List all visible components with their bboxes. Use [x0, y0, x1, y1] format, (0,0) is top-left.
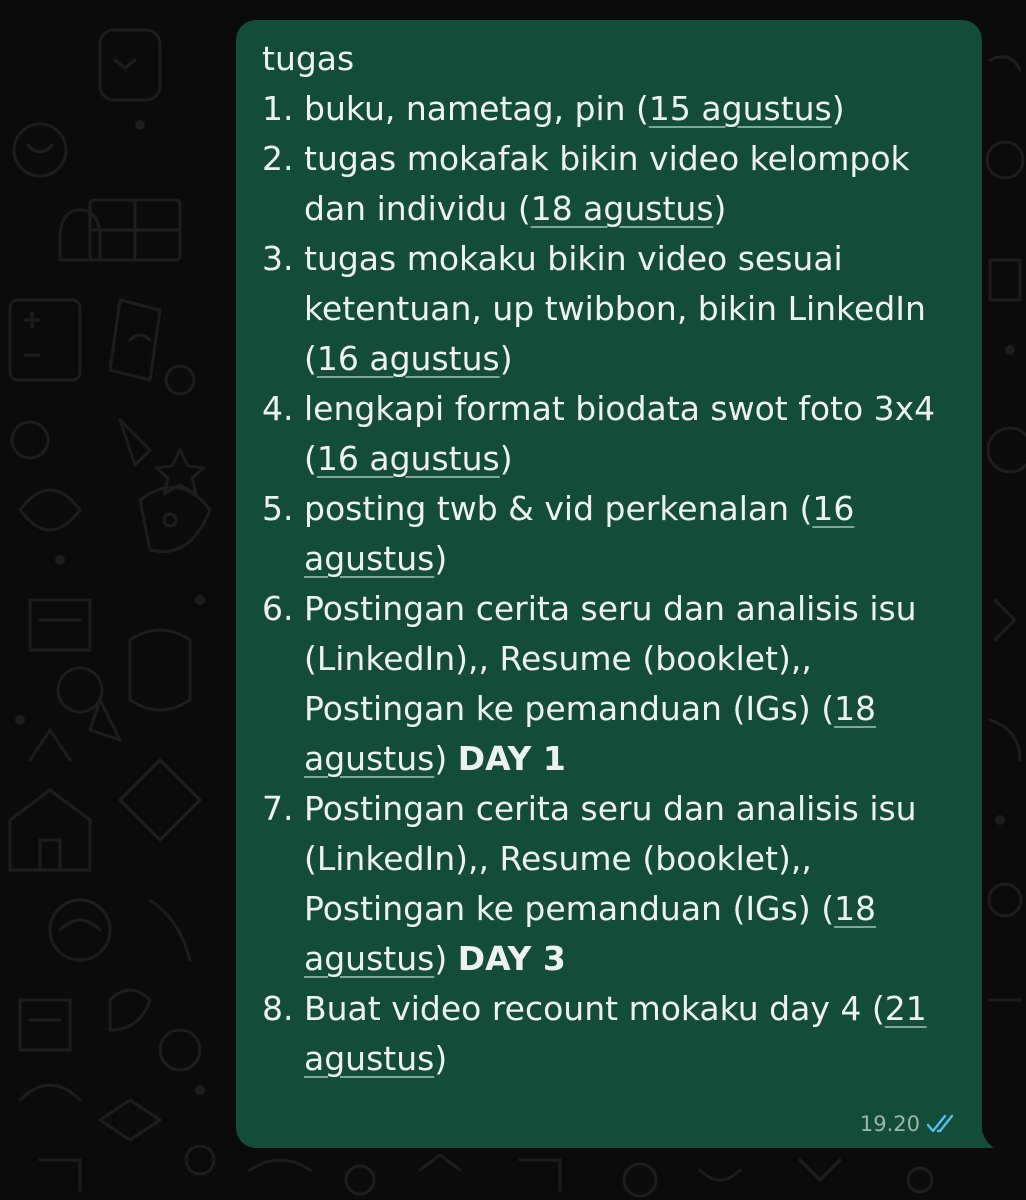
text-segment: Postingan ke pemanduan (IGs) (: [304, 889, 835, 928]
text-segment: Buat video recount mokaku day 4 (: [304, 989, 885, 1028]
day-tag: DAY 3: [457, 939, 566, 978]
date-link[interactable]: 16 agustus: [316, 339, 500, 378]
task-item: [262, 484, 954, 584]
task-list: [262, 84, 954, 1084]
task-item: [262, 984, 954, 1084]
date-link[interactable]: agustus: [304, 739, 435, 778]
text-segment: ): [713, 189, 727, 228]
date-link[interactable]: 18: [834, 889, 877, 928]
date-link[interactable]: 18: [834, 689, 877, 728]
text-segment: dan individu (: [304, 189, 531, 228]
task-text: [304, 484, 954, 584]
text-segment: (LinkedIn),, Resume (booklet),,: [304, 639, 812, 678]
double-check-read-icon: [926, 1114, 958, 1134]
message-timestamp: 19.20: [859, 1112, 920, 1136]
message-title: tugas: [262, 39, 355, 78]
text-segment: buku, nametag, pin (: [304, 89, 649, 128]
task-item: [262, 234, 954, 384]
task-text: [304, 784, 954, 984]
task-text-line: [304, 884, 954, 934]
task-text: [304, 584, 954, 784]
date-link[interactable]: 16: [812, 489, 855, 528]
text-segment: (: [304, 439, 317, 478]
text-segment: ): [434, 739, 458, 778]
task-text-line: [304, 84, 954, 134]
task-text: [304, 134, 954, 234]
text-segment: ketentuan, up twibbon, bikin LinkedIn: [304, 289, 926, 328]
date-link[interactable]: agustus: [304, 939, 435, 978]
task-text: [304, 384, 954, 484]
text-segment: ): [831, 89, 845, 128]
text-segment: tugas mokaku bikin video sesuai: [304, 239, 843, 278]
text-segment: ): [434, 1039, 448, 1078]
text-segment: ): [499, 439, 513, 478]
task-text-line: [304, 734, 954, 784]
date-link[interactable]: 15 agustus: [648, 89, 832, 128]
task-text-line: [304, 784, 954, 834]
date-link[interactable]: 18 agustus: [530, 189, 714, 228]
task-number: 3.: [262, 239, 294, 278]
task-number: 7.: [262, 789, 294, 828]
task-number: 5.: [262, 489, 294, 528]
task-number: 4.: [262, 389, 294, 428]
text-segment: ): [434, 939, 458, 978]
task-text: [304, 984, 954, 1084]
text-segment: posting twb & vid perkenalan (: [304, 489, 813, 528]
task-text-line: [304, 1034, 954, 1084]
task-text: [304, 234, 954, 384]
text-segment: (: [304, 339, 317, 378]
task-text-line: [304, 284, 954, 334]
text-segment: lengkapi format biodata swot foto 3x4: [304, 389, 936, 428]
text-segment: Postingan ke pemanduan (IGs) (: [304, 689, 835, 728]
task-text-line: [304, 434, 954, 484]
task-item: [262, 784, 954, 984]
message-meta: [860, 1112, 958, 1136]
task-item: [262, 584, 954, 784]
outgoing-message-bubble[interactable]: [236, 20, 982, 1148]
task-text-line: [304, 534, 954, 584]
task-item: [262, 134, 954, 234]
task-text-line: [304, 984, 954, 1034]
task-text-line: [304, 134, 954, 184]
task-text-line: [304, 184, 954, 234]
task-number: 8.: [262, 989, 294, 1028]
text-segment: ): [499, 339, 513, 378]
task-number: 2.: [262, 139, 294, 178]
text-segment: ): [434, 539, 448, 578]
date-link[interactable]: 21: [884, 989, 927, 1028]
task-item: [262, 384, 954, 484]
task-text-line: [304, 934, 954, 984]
task-text-line: [304, 584, 954, 634]
task-text-line: [304, 334, 954, 384]
text-segment: tugas mokafak bikin video kelompok: [304, 139, 910, 178]
text-segment: (LinkedIn),, Resume (booklet),,: [304, 839, 812, 878]
task-text-line: [304, 634, 954, 684]
task-number: 6.: [262, 589, 294, 628]
task-number: 1.: [262, 89, 294, 128]
task-text-line: [304, 684, 954, 734]
task-text-line: [304, 834, 954, 884]
task-text-line: [304, 484, 954, 534]
bubble-tail: [972, 1120, 996, 1148]
task-text: [304, 84, 954, 134]
text-segment: Postingan cerita seru dan analisis isu: [304, 789, 917, 828]
date-link[interactable]: agustus: [304, 1039, 435, 1078]
task-text-line: [304, 234, 954, 284]
task-item: [262, 84, 954, 134]
date-link[interactable]: agustus: [304, 539, 435, 578]
date-link[interactable]: 16 agustus: [316, 439, 500, 478]
task-text-line: [304, 384, 954, 434]
text-segment: Postingan cerita seru dan analisis isu: [304, 589, 917, 628]
day-tag: DAY 1: [457, 739, 566, 778]
